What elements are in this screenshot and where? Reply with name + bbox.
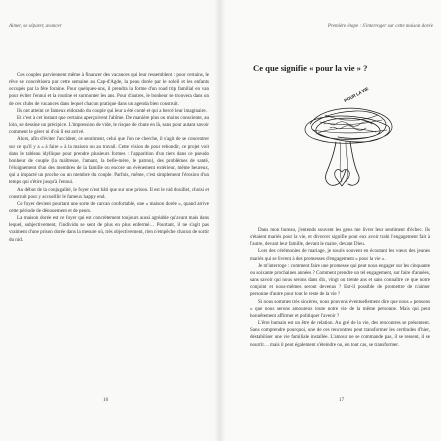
paragraph: Lors des cérémonies de mariage, je souris souvent en écoutant les vœux des jeunes mariés qui se livrent à des promesses d'engagement « pour la vie ». [250, 248, 430, 262]
paragraph: Dans mon bureau, j'entends souvent les gens me livrer leur sentiment d'échec. Ils s'étaient mariés pour la vie, et divorcer signifie pour eux avoir trahi l'engagement fait à l'autre, devant leur famille, devant le maire, devant Dieu. [250, 227, 430, 248]
paragraph: Ce foyer devient pourtant une sorte de carcan confortable, une « maison dorée », quand arrive cette période de dénouement et de peurs. [9, 200, 209, 214]
paragraph: Et c'est à cet instant que certains aperçoivent l'abîme. De manière plus ou moins consciente, au loin, se dessine un précipice. L'impression de vide, le risque de chute en là, sans pour autant savoir comment le gérer ni d'où il est arrivé. [9, 114, 209, 136]
paragraph: L'être humain est un être de relation. Au gré de la vie, des rencontres se présentent. Sans comprendre pourquoi, une de ces rencontres peut transformer les certitudes d'hier, déstabiliser une vie familiale installée. L'amour ne se commande pas, il se ressent, il se nourrit… mais il peut également s'éteindre ou, en tout cas, se transformer. [250, 320, 430, 348]
hand-lines [326, 142, 359, 185]
paragraph: Au début de la conjugalité, le foyer n'est bâti que sur une prison. Il est le nid douillet, choisi et construit pour y accueillir le fameux happy end. [9, 186, 209, 200]
running-head-left: Aimer, se séparer, avancer [9, 24, 62, 29]
paragraph: Si nous sommes très sincères, nous pouvons éventuellement dire que nous « pensons » que nous serons amoureux toute notre vie de la même personne. Mais qui peut honnêtement affirmer et politiquer l'avenir ? [250, 298, 430, 319]
running-head-right: Première étape : S'interroger sur cette maison dorée [327, 24, 433, 29]
paragraph: Je m'interroge : comment faire une promesse qui peut nous engager sur les cinquante ou soixante prochaines années ? Comment prendre un tel engagement, sur faire d'années, sans savoir qui nous serons dans dix, vingt ou trente ans et sans connaître ce que notre conjoint et nous-mêmes seront devenus ? Est-il possible de promettre de n'aimer personne d'autre pour tout le reste de la vie ? [250, 262, 430, 298]
paragraph: Ces couples parviennent même à financer des vacances qui leur ressemblent : pour certains, le rêve se concrétisera par cette semaine au Cap-d'Agde, la peau dorée par le soleil et les enfants occupés par la fête foraine. Pour quelques-uns, il prendra la forme d'un road trip familial en van pour éviter l'ennui et la routine et surmonter les ans. Pour d'autres, le bonheur se trouvera dans un de ces clubs de vacances dans lequel chacun pratique dans un agenda bien construit. [9, 72, 209, 107]
page-number-left: 16 [103, 397, 109, 403]
paragraph: Alors, afin d'éviter l'accident, ce sentiment, celui que l'on ne cherche, il s'agit de se concentrer sur ce qu'il y a « à faire » à la maison ou au travail. Cette vision de pour rebondir, ce projet voit dans le tableau idyllique pour prendre plusieurs formes : l'apparition d'un tiers dans ce pseudo bonheur de couple (la maîtresse, l'amant, la belle-mère, le patron), des problèmes de santé, l'éloignement d'un des membres de la famille ou encore un évènement extérieur, même heureux, qui a impacté un proche ou un membre du couple. Parfois, même, c'est simplement l'érosion d'un temps qui s'étire jusqu'à l'ennui. [9, 136, 209, 186]
book-gutter [214, 0, 226, 441]
left-page [0, 0, 220, 441]
left-page-body [9, 72, 209, 244]
right-page-body [250, 227, 430, 349]
chapter-title: Ce que signifie « pour la vie » ? [253, 63, 368, 73]
paragraph: La maison dorée est ce foyer qui est concrètement toujours aussi agréable qu'avant mais dans lequel, subjectivement, l'individu se sent de plus en plus enfermé… Pourtant, il ne s'agit pas vraiment d'une prison dorée dans la mesure où, très objectivement, rien n'empêche chacun de sortir du nid. [9, 215, 209, 243]
right-page [220, 0, 441, 441]
paragraph: Ils ont atteint ce fameux eldorado du couple qui leur a été conté et qui a bercé leur imaginaire. [17, 107, 207, 114]
illustration-label: POUR LA VIE [343, 86, 370, 103]
page-number-right: 17 [339, 397, 345, 403]
